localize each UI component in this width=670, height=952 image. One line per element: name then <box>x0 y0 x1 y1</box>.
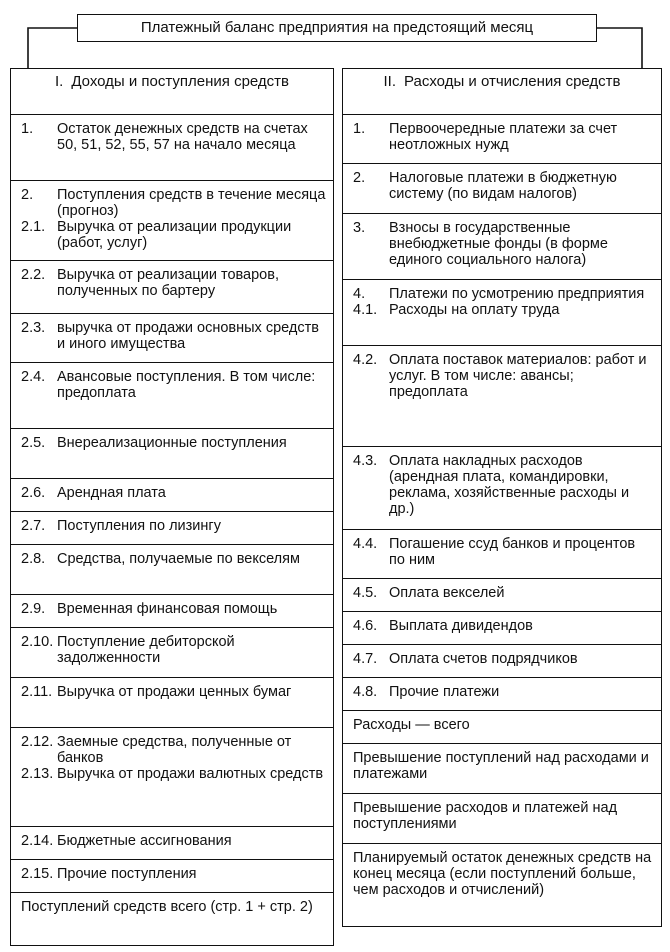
header-number: I. <box>54 73 64 90</box>
item-number: 4.4. <box>353 536 378 552</box>
left-item <box>10 859 334 894</box>
item-text: Превышение расходов и платежей над поступлениями <box>353 800 618 832</box>
left-item <box>10 362 334 430</box>
header-text: Расходы и отчисления средств <box>404 73 621 90</box>
item-number: 2.15. <box>21 866 54 882</box>
item-text: Бюджетные ассигнования <box>57 833 232 849</box>
item-number: 4. <box>353 286 366 302</box>
item-number: 2.14. <box>21 833 54 849</box>
item-text: Заемные средства, полученные от банков <box>57 734 292 766</box>
page-title: Платежный баланс предприятия на предстоящий месяц <box>77 14 597 42</box>
left-item <box>10 892 334 946</box>
right-item <box>342 279 662 347</box>
right-item <box>342 114 662 165</box>
item-number: 2.1. <box>21 219 46 235</box>
item-text: Авансовые поступления. В том числе: предоплата <box>57 369 316 401</box>
item-text: Поступление дебиторской задолженности <box>57 634 235 666</box>
item-text: Расходы на оплату труда <box>389 302 560 318</box>
item-number: 2.3. <box>21 320 46 336</box>
left-connector <box>28 28 77 68</box>
item-text: Арендная плата <box>57 485 166 501</box>
right-item <box>342 843 662 927</box>
item-text: Первоочередные платежи за счет неотложных нужд <box>389 121 618 153</box>
item-number: 2.13. <box>21 766 54 782</box>
right-column-header <box>342 68 662 116</box>
item-text: Погашение ссуд банков и процентов по ним <box>389 536 636 568</box>
item-text: Выручка от продажи валютных средств <box>57 766 324 782</box>
header-number: II. <box>383 73 396 90</box>
item-number: 4.7. <box>353 651 378 667</box>
left-item <box>10 180 334 262</box>
right-item <box>342 529 662 580</box>
item-text: Расходы — всего <box>353 717 470 733</box>
item-number: 4.3. <box>353 453 378 469</box>
item-number: 2.7. <box>21 518 46 534</box>
item-text: Оплата накладных расходов (арендная плата, командировки, реклама, хозяйственные расходы и др.) <box>389 453 630 517</box>
item-text: Внереализационные поступления <box>57 435 287 451</box>
left-item <box>10 727 334 828</box>
left-item <box>10 260 334 315</box>
left-item <box>10 627 334 679</box>
item-number: 2.9. <box>21 601 46 617</box>
item-text: Временная финансовая помощь <box>57 601 278 617</box>
item-number: 2. <box>21 187 34 203</box>
item-text: Оплата счетов подрядчиков <box>389 651 578 667</box>
item-text: Превышение поступлений над расходами и платежами <box>353 750 649 782</box>
item-text: Взносы в государственные внебюджетные фонды (в форме единого социального налога) <box>389 220 608 268</box>
item-text: Прочие поступления <box>57 866 197 882</box>
left-item <box>10 677 334 729</box>
right-item <box>342 677 662 712</box>
item-number: 2.2. <box>21 267 46 283</box>
item-number: 1. <box>21 121 34 137</box>
header-text: Доходы и поступления средств <box>71 73 290 90</box>
item-number: 2.10. <box>21 634 54 650</box>
item-text: Планируемый остаток денежных средств на конец месяца (если поступлений больше, чем расходов и отчислений) <box>353 850 652 898</box>
item-number: 4.5. <box>353 585 378 601</box>
item-number: 2.8. <box>21 551 46 567</box>
left-item <box>10 313 334 364</box>
right-item <box>342 578 662 613</box>
item-text: Прочие платежи <box>389 684 500 700</box>
item-number: 2.12. <box>21 734 54 750</box>
item-number: 4.2. <box>353 352 378 368</box>
item-text: Налоговые платежи в бюджетную систему (по видам налогов) <box>389 170 617 202</box>
left-column-header <box>10 68 334 116</box>
item-text: Выручка от реализации товаров, полученных по бартеру <box>57 267 279 299</box>
item-number: 2.6. <box>21 485 46 501</box>
item-text: Выручка от реализации продукции (работ, услуг) <box>57 219 292 251</box>
right-item <box>342 710 662 745</box>
right-item <box>342 446 662 531</box>
item-number: 2. <box>353 170 366 186</box>
item-text: Поступления по лизингу <box>57 518 221 534</box>
item-text: Поступлений средств всего (стр. 1 + стр. 2) <box>21 899 313 915</box>
right-item <box>342 793 662 845</box>
right-item <box>342 743 662 795</box>
item-number: 4.1. <box>353 302 378 318</box>
item-number: 4.6. <box>353 618 378 634</box>
item-text: Остаток денежных средств на счетах 50, 51, 52, 55, 57 на начало месяца <box>57 121 308 153</box>
right-connector <box>597 28 642 68</box>
item-number: 2.11. <box>21 684 53 700</box>
item-text: Поступления средств в течение месяца (прогноз) <box>57 187 326 219</box>
item-text: Выплата дивидендов <box>389 618 533 634</box>
right-item <box>342 163 662 215</box>
item-text: Оплата поставок материалов: работ и услуг. В том числе: авансы; предоплата <box>389 352 647 400</box>
left-item <box>10 511 334 546</box>
left-item <box>10 478 334 513</box>
left-item <box>10 826 334 861</box>
item-text: Оплата векселей <box>389 585 505 601</box>
right-item <box>342 611 662 646</box>
item-text: Платежи по усмотрению предприятия <box>389 286 645 302</box>
item-text: Выручка от продажи ценных бумаг <box>57 684 292 700</box>
item-number: 4.8. <box>353 684 378 700</box>
item-number: 2.4. <box>21 369 46 385</box>
left-item <box>10 114 334 182</box>
left-item <box>10 544 334 596</box>
left-item <box>10 428 334 480</box>
left-item <box>10 594 334 629</box>
item-text: Средства, получаемые по векселям <box>57 551 300 567</box>
item-number: 3. <box>353 220 366 236</box>
right-item <box>342 644 662 679</box>
item-number: 1. <box>353 121 366 137</box>
right-item <box>342 345 662 448</box>
item-number: 2.5. <box>21 435 46 451</box>
right-item <box>342 213 662 281</box>
item-text: выручка от продажи основных средств и иного имущества <box>57 320 319 352</box>
